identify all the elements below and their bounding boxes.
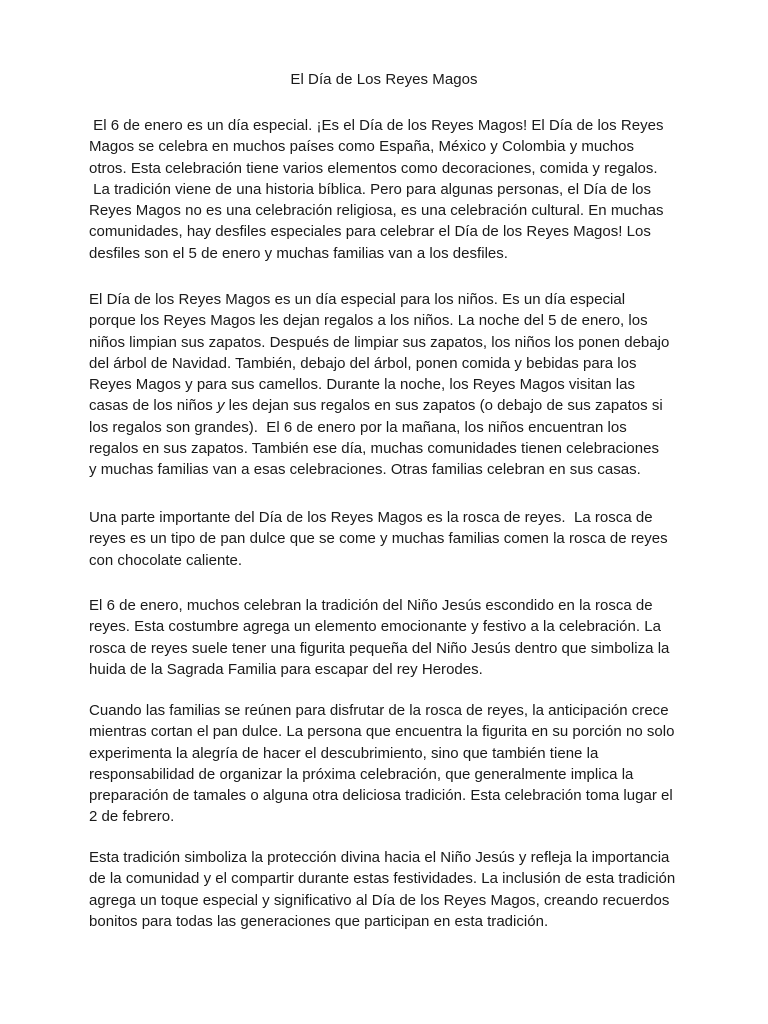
paragraph-line: Reyes Magos no es una celebración religiosa, es una celebración cultural. En muchas	[89, 202, 664, 220]
paragraph-2	[89, 289, 669, 481]
paragraph-4	[89, 595, 669, 680]
paragraph-5	[89, 700, 674, 828]
paragraph-line: y muchas familias van a esas celebraciones. Otras familias celebran en sus casas.	[89, 461, 641, 479]
paragraph-line: de la comunidad y el compartir durante estas festividades. La inclusión de esta tradición	[89, 870, 676, 888]
paragraph-line: responsabilidad de organizar la próxima celebración, que generalmente implica la	[89, 765, 634, 783]
paragraph-line: Magos se celebra en muchos países como España, México y Colombia y muchos	[89, 138, 635, 156]
paragraph-line: desfiles son el 5 de enero y muchas familias van a los desfiles.	[89, 244, 508, 262]
paragraph-line: Reyes Magos y para sus camellos. Durante la noche, los Reyes Magos visitan las	[89, 376, 635, 394]
paragraph-line: reyes. Esta costumbre agrega un elemento emocionante y festivo a la celebración. La	[89, 618, 661, 636]
paragraph-line: huida de la Sagrada Familia para escapar del rey Herodes.	[89, 660, 483, 678]
document-title: El Día de Los Reyes Magos	[290, 71, 478, 88]
paragraph-line: casas de los niños y les dejan sus regalos en sus zapatos (o debajo de sus zapatos si	[89, 397, 663, 415]
paragraph-line: del árbol de Navidad. También, debajo del árbol, ponen comida y bebidas para los	[89, 354, 637, 372]
paragraph-line: reyes es un tipo de pan dulce que se come y muchas familias comen la rosca de reyes	[89, 530, 668, 548]
paragraph-line: con chocolate caliente.	[89, 551, 243, 569]
paragraph-line: El 6 de enero, muchos celebran la tradición del Niño Jesús escondido en la rosca de	[89, 597, 653, 614]
paragraph-6	[89, 847, 675, 932]
paragraph-line: La tradición viene de una historia bíblica. Pero para algunas personas, el Día de los	[89, 180, 652, 198]
paragraph-line: Una parte importante del Día de los Reyes Magos es la rosca de reyes. La rosca de	[89, 509, 653, 526]
paragraph-3	[89, 507, 668, 571]
paragraph-line: 2 de febrero.	[89, 808, 175, 826]
paragraph-line: experimenta la alegría de hacer el descubrimiento, sino que también tiene la	[89, 744, 599, 762]
paragraph-line: Cuando las familias se reúnen para disfrutar de la rosca de reyes, la anticipación crece	[89, 702, 669, 719]
paragraph-line: otros. Esta celebración tiene varios elementos como decoraciones, comida y regalos.	[89, 159, 658, 177]
paragraph-line: El Día de los Reyes Magos es un día especial para los niños. Es un día especial	[89, 291, 626, 308]
paragraph-line: agrega un toque especial y significativo al Día de los Reyes Magos, creando recuerdos	[89, 891, 670, 909]
paragraph-line: mientras cortan el pan dulce. La persona que encuentra la figurita en su porción no solo	[89, 723, 675, 741]
paragraph-1	[89, 115, 664, 264]
paragraph-line: rosca de reyes suele tener una figurita pequeña del Niño Jesús dentro que simboliza la	[89, 639, 670, 657]
paragraph-line: Esta tradición simboliza la protección divina hacia el Niño Jesús y refleja la importancia	[89, 849, 670, 866]
paragraph-line: comunidades, hay desfiles especiales para celebrar el Día de los Reyes Magos! Los	[89, 223, 651, 241]
paragraph-line: bonitos para todas las generaciones que participan en esta tradición.	[89, 912, 549, 930]
paragraph-line: regalos en sus zapatos. También ese día, muchas comunidades tienen celebraciones	[89, 440, 660, 458]
paragraph-line: los regalos son grandes). El 6 de enero por la mañana, los niños encuentran los	[89, 418, 627, 436]
paragraph-line: niños limpian sus zapatos. Después de limpiar sus zapatos, los niños los ponen debajo	[89, 333, 670, 351]
paragraph-line: porque los Reyes Magos les dejan regalos a los niños. La noche del 5 de enero, los	[89, 312, 648, 330]
paragraph-line: preparación de tamales o alguna otra deliciosa tradición. Esta celebración toma lugar el	[89, 787, 673, 805]
paragraph-line: El 6 de enero es un día especial. ¡Es el Día de los Reyes Magos! El Día de los Reyes	[89, 117, 664, 134]
